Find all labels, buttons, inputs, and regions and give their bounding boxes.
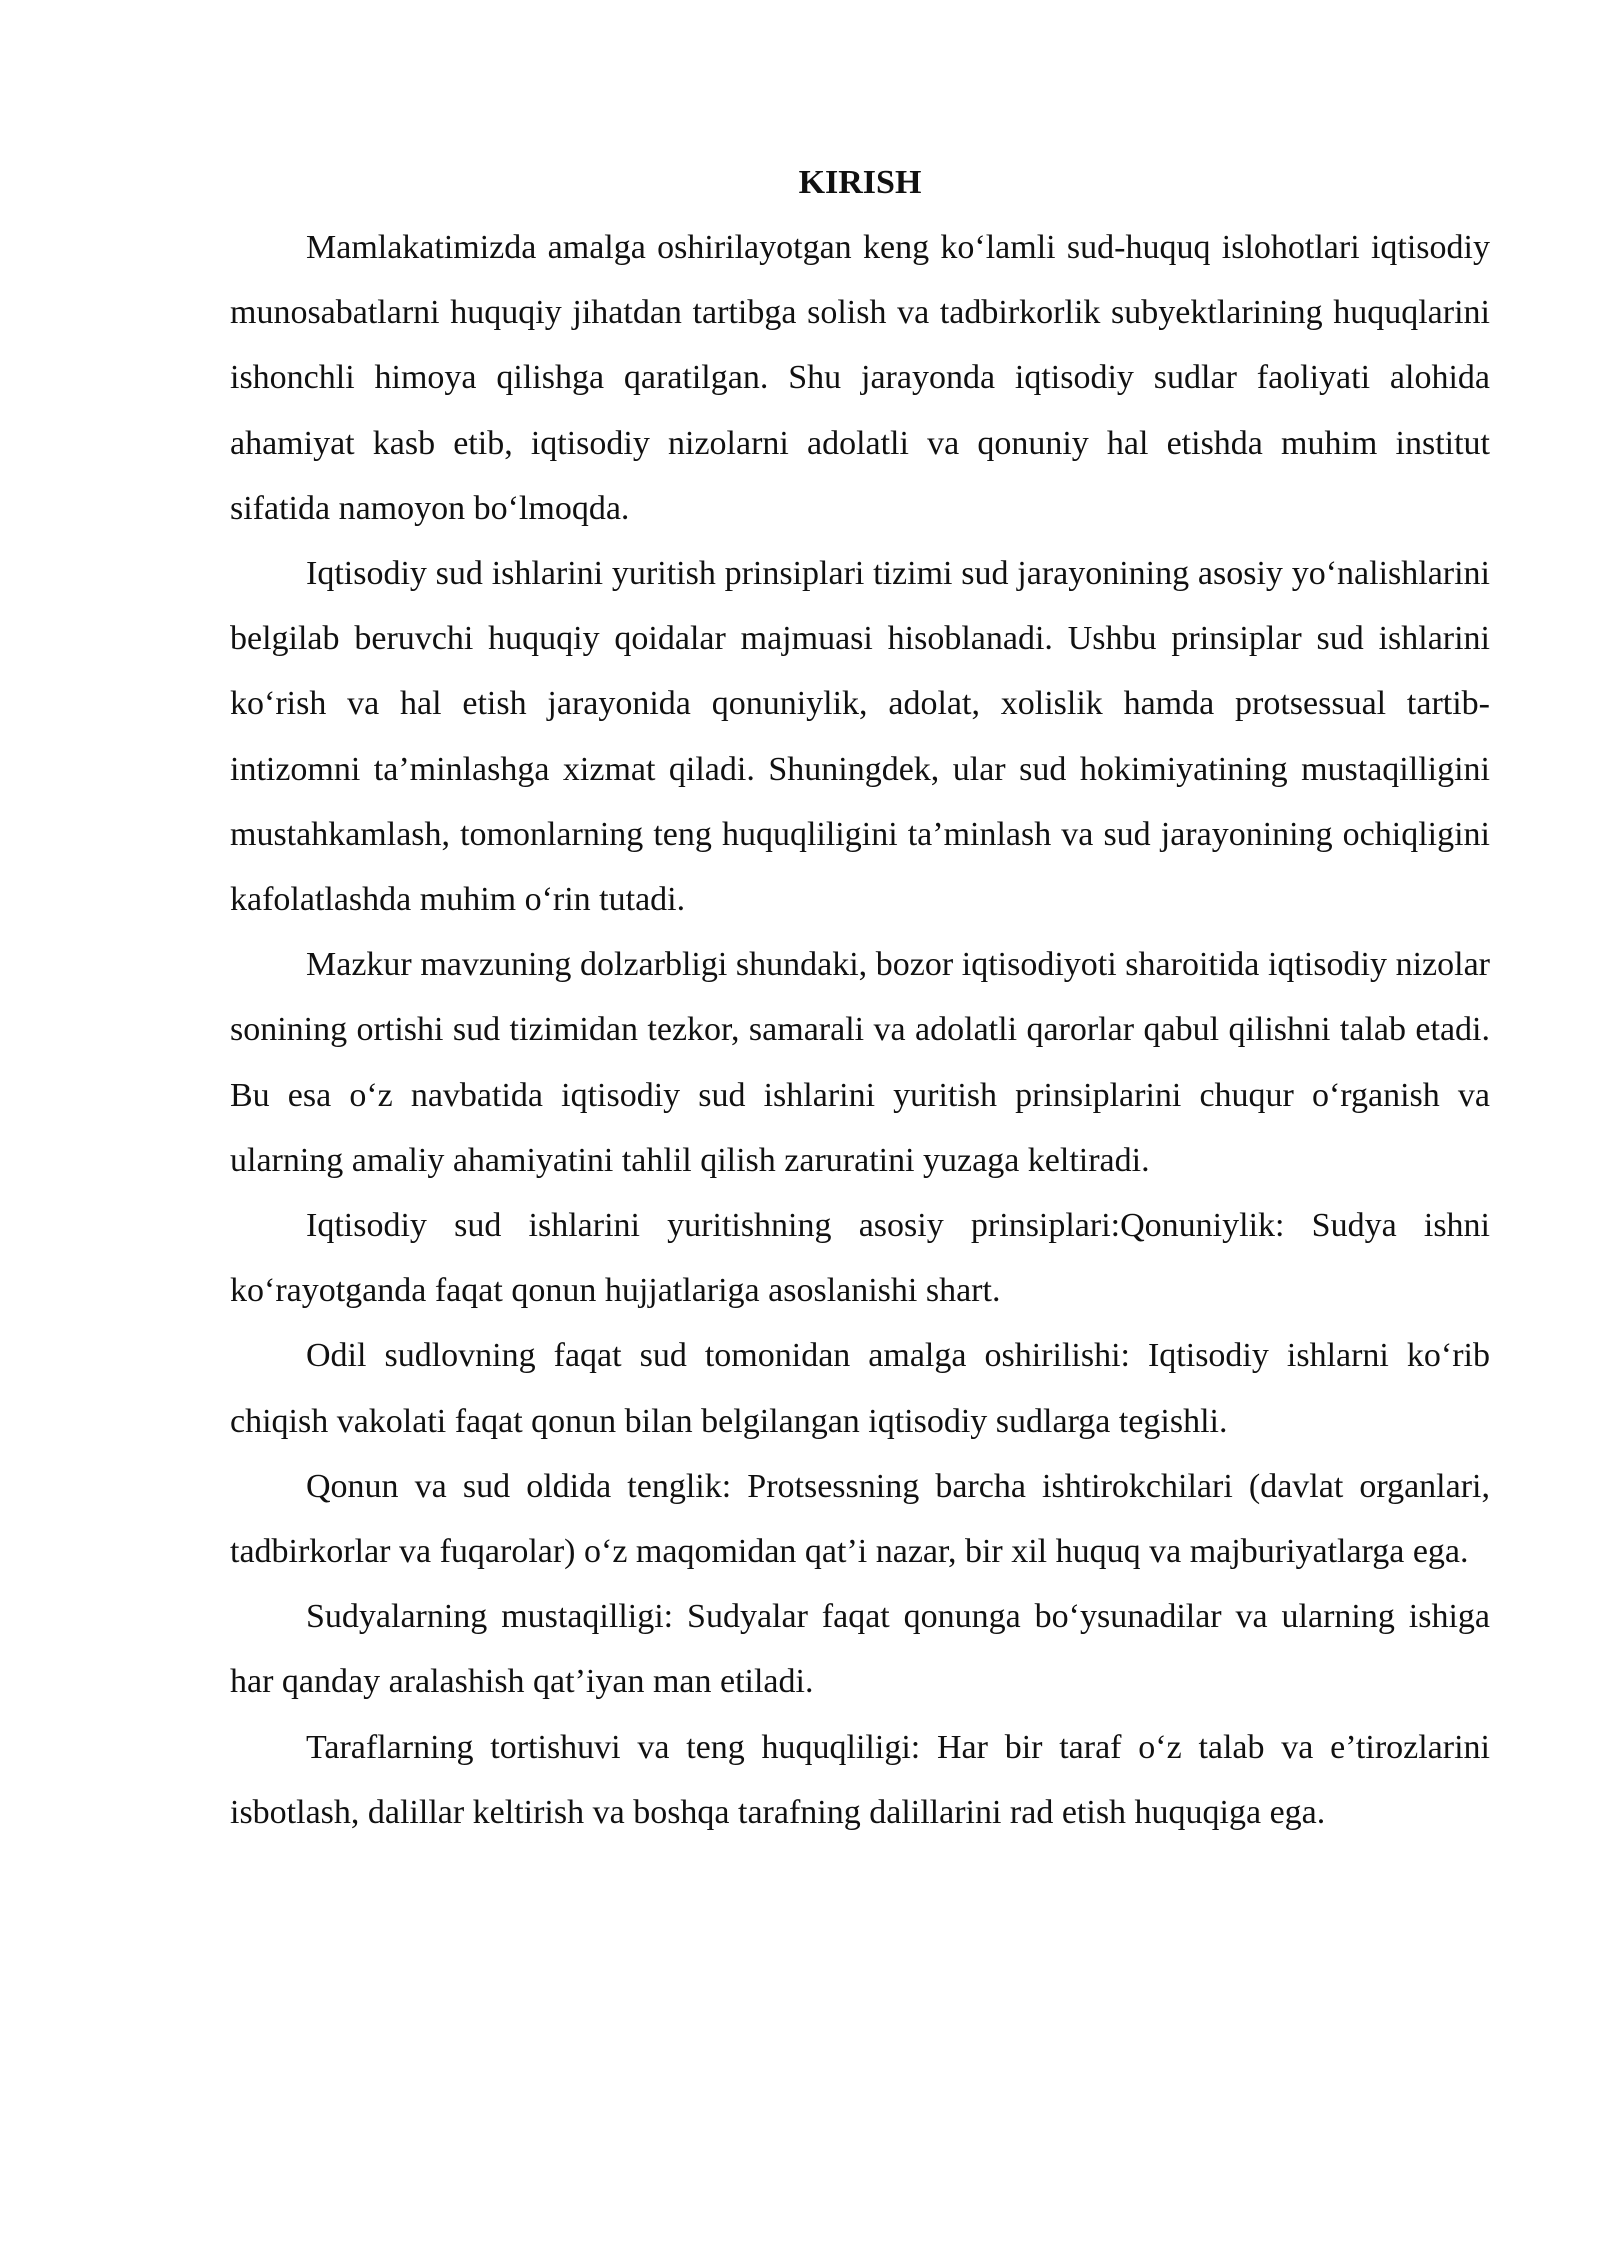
paragraph-adversarial: Taraflarning tortishuvi va teng huquqliligi: Har bir taraf o‘z talab va e’tirozlarini isbotlash, dalillar keltirish va boshqa tarafning dalillarini rad etish huquqiga ega.: [230, 1728, 1490, 1831]
paragraph-judge-independence: Sudyalarning mustaqilligi: Sudyalar faqat qonunga bo‘ysunadilar va ularning ishiga har qanday aralashish qat’iyan man etiladi.: [230, 1598, 1490, 1701]
page-title: KIRISH: [798, 164, 922, 201]
paragraph-legality: Iqtisodiy sud ishlarini yuritishning asosiy prinsiplari:Qonuniylik: Sudya ishni ko‘rayotganda faqat qonun hujjatlariga asoslanishi shart.: [230, 1207, 1490, 1310]
paragraph-relevance: Mazkur mavzuning dolzarbligi shundaki, bozor iqtisodiyoti sharoitida iqtisodiy nizolar sonining ortishi sud tizimidan tezkor, samarali va adolatli qarorlar qabul qilishni talab etadi. Bu esa o‘z navbatida iqtisodiy sud ishlarini yuritish prinsiplarini chuqur o‘rganish va ularning amaliy ahamiyatini tahlil qilish zaruratini yuzaga keltiradi.: [230, 946, 1490, 1179]
paragraph-equality: Qonun va sud oldida tenglik: Protsessning barcha ishtirokchilari (davlat organlari, tadbirkorlar va fuqarolar) o‘z maqomidan qat’i nazar, bir xil huquq va majburiyatlarga ega.: [230, 1467, 1490, 1571]
paragraph-intro: Mamlakatimizda amalga oshirilayotgan keng ko‘lamli sud-huquq islohotlari iqtisodiy munosabatlarni huquqiy jihatdan tartibga solish va tadbirkorlik subyektlarining huquqlarini ishonchli himoya qilishga qaratilgan. Shu jarayonda iqtisodiy sudlar faoliyati alohida ahamiyat kasb etib, iqtisodiy nizolarni adolatli va qonuniy hal etishda muhim institut sifatida namoyon bo‘lmoqda.: [230, 229, 1490, 527]
paragraph-justice-by-court: Odil sudlovning faqat sud tomonidan amalga oshirilishi: Iqtisodiy ishlarni ko‘rib chiqish vakolati faqat qonun bilan belgilangan iqtisodiy sudlarga tegishli.: [230, 1337, 1490, 1440]
paragraph-principles-system: Iqtisodiy sud ishlarini yuritish prinsiplari tizimi sud jarayonining asosiy yo‘nalishlarini belgilab beruvchi huquqiy qoidalar majmuasi hisoblanadi. Ushbu prinsiplar sud ishlarini ko‘rish va hal etish jarayonida qonuniylik, adolat, xolislik hamda protsessual tartib-intizomni ta’minlashga xizmat qiladi. Shuningdek, ular sud hokimiyatining mustaqilligini mustahkamlash, tomonlarning teng huquqliligini ta’minlash va sud jarayonining ochiqligini kafolatlashda muhim o‘rin tutadi.: [230, 555, 1490, 919]
